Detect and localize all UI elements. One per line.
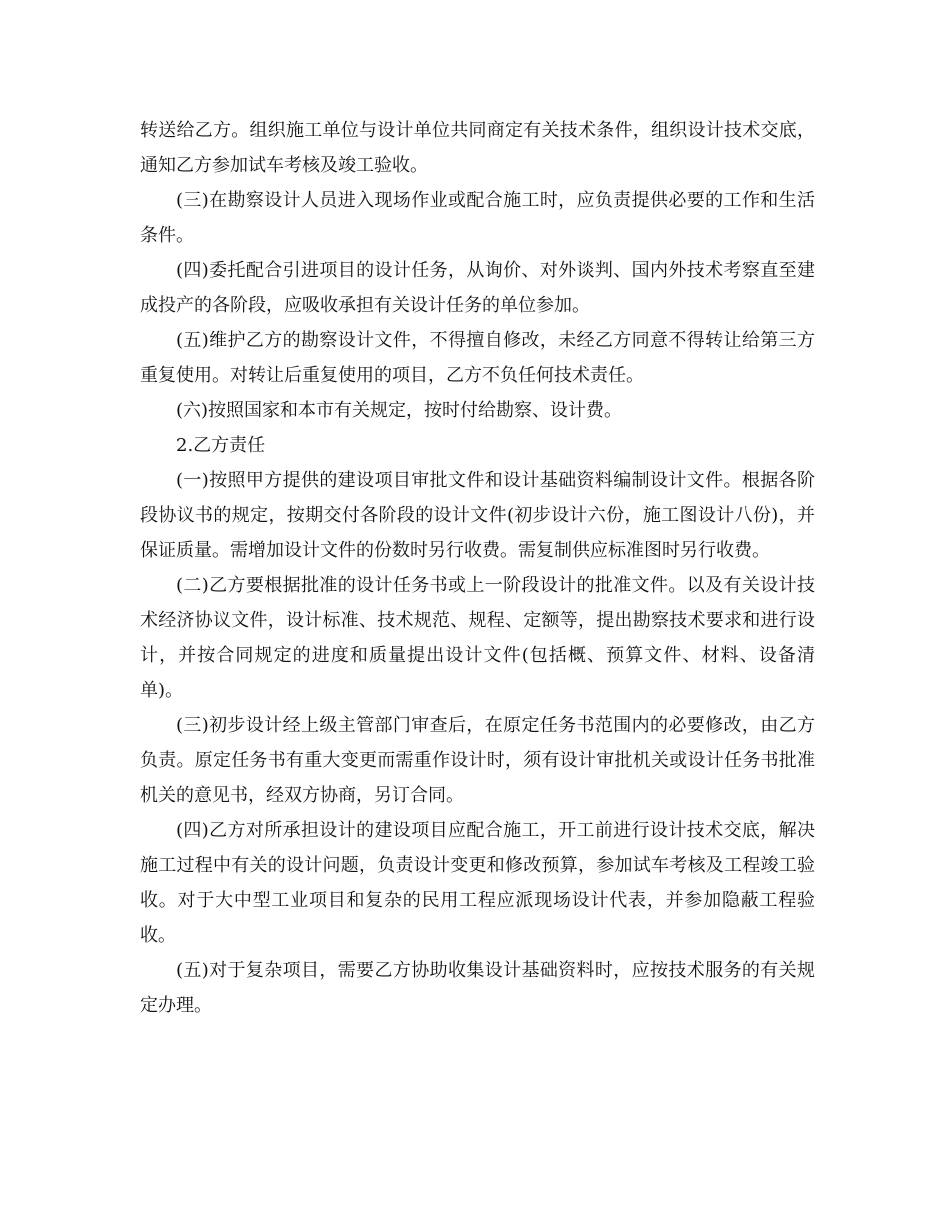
paragraph-10: (四)乙方对所承担设计的建设项目应配合施工，开工前进行设计技术交底，解决施工过程中有关的设计问题，负责设计变更和修改预算，参加试车考核及工程竣工验收。对于大中型工业项目和复杂的民用工程应派现场设计代表，并参加隐蔽工程验收。	[140, 820, 815, 946]
paragraph-7: (一)按照甲方提供的建设项目审批文件和设计基础资料编制设计文件。根据各阶段协议书的规定，按期交付各阶段的设计文件(初步设计六份，施工图设计八份)，并保证质量。需增加设计文件的份数时另行收费。需复制供应标准图时另行收费。	[140, 470, 815, 561]
paragraph-9: (三)初步设计经上级主管部门审查后，在原定任务书范围内的必要修改，由乙方负责。原定任务书有重大变更而需重作设计时，须有设计审批机关或设计任务书批准机关的意见书，经双方协商，另订合同。	[140, 715, 815, 806]
document-body	[140, 113, 815, 1023]
section-heading-party-b: 2.乙方责任	[176, 435, 266, 456]
paragraph-1: 转送给乙方。组织施工单位与设计单位共同商定有关技术条件，组织设计技术交底，通知乙方参加试车考核及竣工验收。	[140, 120, 815, 176]
paragraph-5: (六)按照国家和本市有关规定，按时付给勘察、设计费。	[176, 400, 623, 421]
paragraph-2: (三)在勘察设计人员进入现场作业或配合施工时，应负责提供必要的工作和生活条件。	[140, 190, 815, 246]
paragraph-4: (五)维护乙方的勘察设计文件，不得擅自修改，未经乙方同意不得转让给第三方重复使用。对转让后重复使用的项目，乙方不负任何技术责任。	[140, 330, 815, 386]
paragraph-11: (五)对于复杂项目，需要乙方协助收集设计基础资料时，应按技术服务的有关规定办理。	[140, 960, 815, 1016]
paragraph-8: (二)乙方要根据批准的设计任务书或上一阶段设计的批准文件。以及有关设计技术经济协议文件，设计标准、技术规范、规程、定额等，提出勘察技术要求和进行设计，并按合同规定的进度和质量提出设计文件(包括概、预算文件、材料、设备清单)。	[140, 575, 815, 701]
paragraph-3: (四)委托配合引进项目的设计任务，从询价、对外谈判、国内外技术考察直至建成投产的各阶段，应吸收承担有关设计任务的单位参加。	[140, 260, 815, 316]
